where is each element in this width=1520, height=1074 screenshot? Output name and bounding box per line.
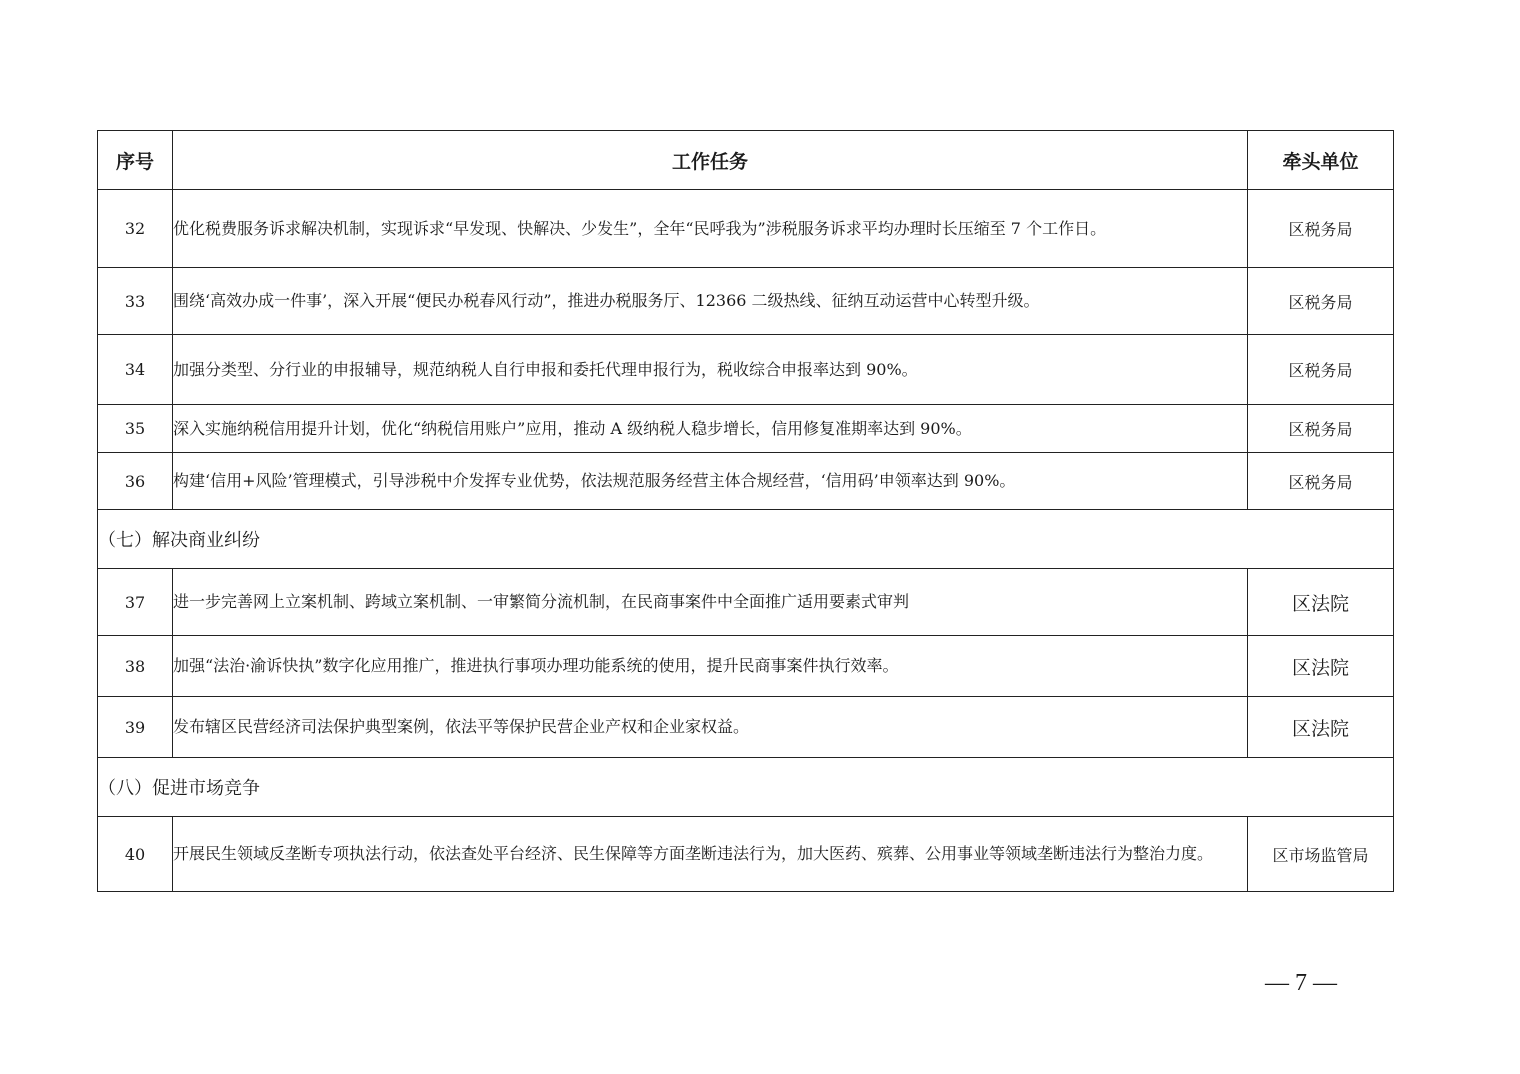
task-table (97, 130, 1394, 892)
table-row (98, 569, 1394, 636)
row-task: 发布辖区民营经济司法保护典型案例，依法平等保护民营企业产权和企业家权益。 (173, 697, 1248, 758)
row-number: 32 (98, 190, 173, 268)
row-number: 38 (98, 636, 173, 697)
header-work-task: 工作任务 (173, 131, 1248, 190)
row-unit: 区法院 (1248, 636, 1394, 697)
section-heading-7: （七）解决商业纠纷 (98, 510, 1394, 569)
row-task: 加强分类型、分行业的申报辅导，规范纳税人自行申报和委托代理申报行为，税收综合申报率达到 90%。 (173, 335, 1248, 405)
table-row (98, 697, 1394, 758)
row-unit: 区法院 (1248, 697, 1394, 758)
row-task: 构建‘信用+风险’管理模式，引导涉税中介发挥专业优势，依法规范服务经营主体合规经营，‘信用码’申领率达到 90%。 (173, 453, 1248, 510)
row-number: 36 (98, 453, 173, 510)
table-row (98, 405, 1394, 453)
row-task: 加强“法治·渝诉快执”数字化应用推广，推进执行事项办理功能系统的使用，提升民商事案件执行效率。 (173, 636, 1248, 697)
row-unit: 区税务局 (1248, 190, 1394, 268)
table-row (98, 453, 1394, 510)
table-row (98, 335, 1394, 405)
row-number: 35 (98, 405, 173, 453)
table-row (98, 268, 1394, 335)
row-number: 34 (98, 335, 173, 405)
row-unit: 区税务局 (1248, 335, 1394, 405)
row-task: 开展民生领域反垄断专项执法行动，依法查处平台经济、民生保障等方面垄断违法行为，加大医药、殡葬、公用事业等领域垄断违法行为整治力度。 (173, 817, 1248, 892)
header-lead-unit: 牵头单位 (1248, 131, 1394, 190)
row-task: 深入实施纳税信用提升计划，优化“纳税信用账户”应用，推动 A 级纳税人稳步增长，信用修复准期率达到 90%。 (173, 405, 1248, 453)
page-number: — 7 — (1265, 970, 1337, 996)
table-row (98, 817, 1394, 892)
row-number: 33 (98, 268, 173, 335)
row-unit: 区市场监管局 (1248, 817, 1394, 892)
row-unit: 区法院 (1248, 569, 1394, 636)
row-task: 围绕‘高效办成一件事’，深入开展“便民办税春风行动”，推进办税服务厅、12366 二级热线、征纳互动运营中心转型升级。 (173, 268, 1248, 335)
row-unit: 区税务局 (1248, 268, 1394, 335)
table-row (98, 636, 1394, 697)
section-row (98, 758, 1394, 817)
header-serial-number: 序号 (98, 131, 173, 190)
row-number: 37 (98, 569, 173, 636)
table-row (98, 190, 1394, 268)
row-task: 进一步完善网上立案机制、跨域立案机制、一审繁简分流机制，在民商事案件中全面推广适用要素式审判 (173, 569, 1248, 636)
section-row (98, 510, 1394, 569)
table-header-row (98, 131, 1394, 190)
section-heading-8: （八）促进市场竞争 (98, 758, 1394, 817)
row-number: 39 (98, 697, 173, 758)
row-unit: 区税务局 (1248, 453, 1394, 510)
row-unit: 区税务局 (1248, 405, 1394, 453)
row-task: 优化税费服务诉求解决机制，实现诉求“早发现、快解决、少发生”，全年“民呼我为”涉税服务诉求平均办理时长压缩至 7 个工作日。 (173, 190, 1248, 268)
row-number: 40 (98, 817, 173, 892)
